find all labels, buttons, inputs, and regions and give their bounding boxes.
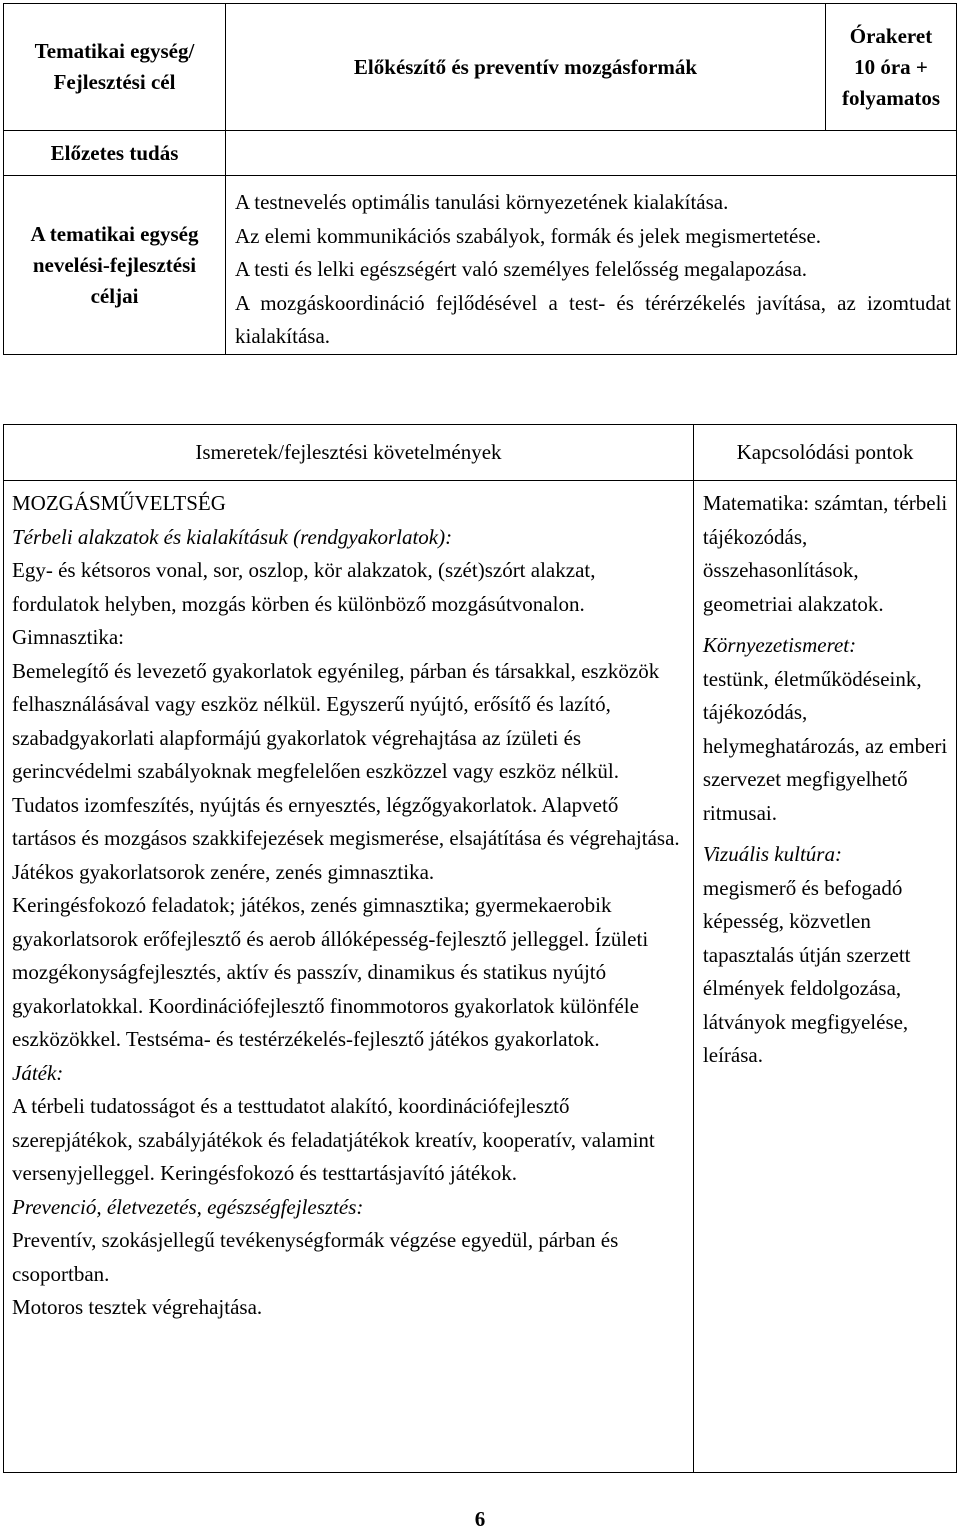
prior-knowledge-value — [226, 131, 957, 176]
section-text-prevencio-2: Motoros tesztek végrehajtása. — [12, 1295, 263, 1319]
connection-kornyezetismeret — [703, 629, 950, 830]
requirements-header: Ismeretek/fejlesztési követelmények — [4, 425, 694, 481]
section-text-terbeli: Egy- és kétsoros vonal, sor, oszlop, kör alakzatok, (szét)szórt alakzat, fordulatok helyben, mozgás körben és különböző mozgásútvonalon. — [12, 558, 596, 616]
goals-label-line3: céljai — [90, 283, 139, 308]
unit-header-table — [3, 3, 957, 355]
hours-cell — [826, 4, 957, 131]
unit-title: Előkészítő és preventív mozgásformák — [353, 54, 698, 79]
section-title-mozgasmuveltseg: MOZGÁSMŰVELTSÉG — [12, 491, 226, 515]
section-title-gimnasztika: Gimnasztika: — [12, 625, 124, 649]
unit-label-cell — [4, 4, 226, 131]
connections-header: Kapcsolódási pontok — [693, 425, 956, 481]
requirements-cell — [4, 481, 694, 1473]
goals-label-cell — [4, 176, 226, 355]
goal-item: A mozgáskoordináció fejlődésével a test- és térérzékelés javítása, az izomtudat kialakítása. — [235, 290, 951, 348]
connection-vizualis-text: megismerő és befogadó képesség, közvetlen tapasztalás útján szerzett élmények feldolgozása, látványok megfigyelése, leírása. — [702, 875, 911, 1067]
goals-label-line1: A tematikai egység — [30, 221, 199, 246]
unit-label-line1: Tematikai egység/ — [34, 39, 195, 63]
goal-item: Az elemi kommunikációs szabályok, formák és jelek megismertetése. — [235, 223, 822, 248]
connection-matematika-text: számtan, térbeli tájékozódás, összehasonlítások, geometriai alakzatok. — [702, 491, 948, 616]
connection-kornyezetismeret-text: testünk, életműködéseink, tájékozódás, helymeghatározás, az emberi szervezet megfigyelhető ritmusai. — [702, 666, 948, 825]
hours-label: Órakeret — [849, 23, 933, 48]
section-text-gimnasztika-1: Bemelegítő és levezető gyakorlatok egyénileg, párban és társakkal, eszközök felhasználásával vagy eszköz nélkül. Egyszerű nyújtó, erősítő és lazító, szabadgyakorlati alapformájú gyakorlatok végrehajtása az ízületi és gerincvédelmi szabályoknak megfelelően eszközzel vagy eszköz nélkül. Tudatos izomfeszítés, nyújtás és ernyesztés, légzőgyakorlatok. Alapvető tartásos és mozgásos szakkifejezések megismerése, elsajátítása és végrehajtása. Játékos gyakorlatsorok zenére, zenés gimnasztika. — [12, 658, 680, 884]
section-text-gimnasztika-2: Keringésfokozó feladatok; játékos, zenés gimnasztika; gyermekaerobik gyakorlatsorok erőfejlesztő és aerob állóképesség-fejlesztő jelleggel. Ízületi mozgékonyságfejlesztés, aktív és passzív, dinamikus és statikus nyújtó gyakorlatokkal. Koordinációfejlesztő finommotoros gyakorlatok különféle eszközökkel. Testséma- és testérzékelés-fejlesztő játékos gyakorlatok. — [12, 893, 649, 1051]
goals-label-line2: nevelési-fejlesztési — [32, 252, 197, 277]
unit-title-cell — [226, 4, 826, 131]
section-text-prevencio-1: Preventív, szokásjellegű tevékenységformák végzése egyedül, párban és csoportban. — [12, 1228, 619, 1286]
hours-value-line2: folyamatos — [842, 85, 940, 110]
section-title-prevencio: Prevenció, életvezetés, egészségfejlesztés: — [12, 1194, 364, 1219]
section-text-jatek: A térbeli tudatosságot és a testtudatot alakító, koordinációfejlesztő szerepjátékok, szabályjátékok és feladatjátékok kreatív, kooperatív, valamint versenyjelleggel. Keringésfokozó és testtartásjavító játékok. — [12, 1094, 655, 1185]
goal-item: A testnevelés optimális tanulási környezetének kialakítása. — [235, 190, 729, 214]
goals-cell — [226, 176, 957, 355]
connections-cell — [693, 481, 956, 1473]
section-subtitle-terbeli: Térbeli alakzatok és kialakításuk (rendgyakorlatok): — [12, 524, 453, 549]
prior-knowledge-label: Előzetes tudás — [4, 131, 226, 176]
connection-vizualis-title: Vizuális kultúra: — [702, 842, 842, 866]
hours-value-line1: 10 óra + — [854, 54, 928, 79]
goal-item: A testi és lelki egészségért való személyes felelősség megalapozása. — [235, 257, 808, 281]
page-number: 6 — [474, 1507, 486, 1531]
connection-vizualis — [703, 838, 950, 1073]
connection-matematika — [703, 487, 950, 621]
section-title-jatek: Játék: — [12, 1060, 64, 1085]
connection-kornyezetismeret-title: Környezetismeret: — [702, 633, 857, 657]
requirements-table — [3, 424, 957, 1473]
connection-matematika-title: Matematika: — [702, 491, 810, 515]
unit-label-line2: Fejlesztési cél — [53, 70, 176, 94]
